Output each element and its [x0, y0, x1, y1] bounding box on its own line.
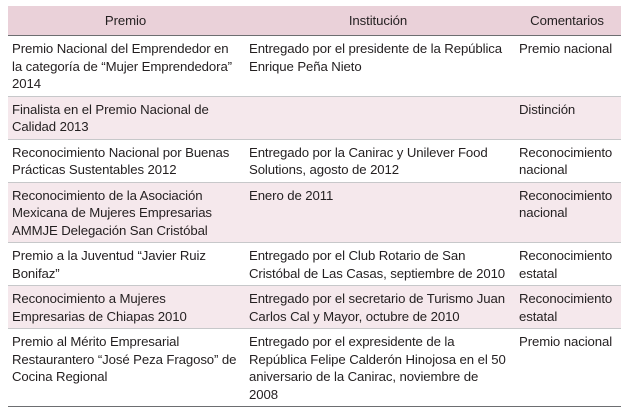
table-row: [8, 139, 621, 182]
header-comentarios: Comentarios: [513, 6, 621, 36]
table-body: [8, 36, 621, 407]
cell-premio: Premio a la Juventud “Javier Ruiz Bonifaz”: [8, 243, 243, 286]
table-row: [8, 243, 621, 286]
table-row: [8, 36, 621, 97]
cell-institucion: Entregado por el presidente de la República Enrique Peña Nieto: [249, 41, 503, 74]
table-header: [8, 6, 621, 36]
table-row: [8, 96, 621, 139]
table-row: [8, 329, 621, 407]
table-row: [8, 286, 621, 329]
cell-comentarios: Reconocimiento nacional: [513, 139, 621, 182]
cell-premio: Premio Nacional del Emprendedor en la categoría de “Mujer Emprendedora” 2014: [12, 41, 232, 91]
awards-table: [8, 6, 621, 407]
cell-institucion: Entregado por la Canirac y Unilever Food Solutions, agosto de 2012: [243, 139, 513, 182]
header-premio: Premio: [8, 6, 243, 36]
cell-institucion: Entregado por el expresidente de la República Felipe Calderón Hinojosa en el 50 aniversario de la Canirac, noviembre de 2008: [243, 329, 513, 407]
cell-comentarios: Distinción: [513, 96, 621, 139]
cell-institucion: Entregado por el Club Rotario de San Cristóbal de Las Casas, septiembre de 2010: [243, 243, 513, 286]
cell-premio: Reconocimiento Nacional por Buenas Prácticas Sustentables 2012: [8, 139, 243, 182]
cell-premio: Finalista en el Premio Nacional de Calidad 2013: [8, 96, 243, 139]
cell-comentarios: Reconocimiento nacional: [513, 182, 621, 243]
cell-comentarios: Reconocimiento estatal: [513, 286, 621, 329]
cell-premio: Reconocimiento a Mujeres Empresarias de Chiapas 2010: [8, 286, 243, 329]
cell-premio: Reconocimiento de la Asociación Mexicana de Mujeres Empresarias AMMJE Delegación San Cristóbal: [8, 182, 243, 243]
table-row: [8, 182, 621, 243]
cell-comentarios: Premio nacional: [513, 329, 621, 407]
header-institucion: Institución: [243, 6, 513, 36]
cell-institucion: Entregado por el secretario de Turismo Juan Carlos Cal y Mayor, octubre de 2010: [243, 286, 513, 329]
header-row: [8, 6, 621, 36]
cell-comentarios: Premio nacional: [519, 41, 613, 56]
cell-institucion: Enero de 2011: [243, 182, 513, 243]
cell-premio: Premio al Mérito Empresarial Restaurantero “José Peza Fragoso” de Cocina Regional: [8, 329, 243, 407]
cell-institucion: [243, 96, 513, 139]
cell-comentarios: Reconocimiento estatal: [513, 243, 621, 286]
